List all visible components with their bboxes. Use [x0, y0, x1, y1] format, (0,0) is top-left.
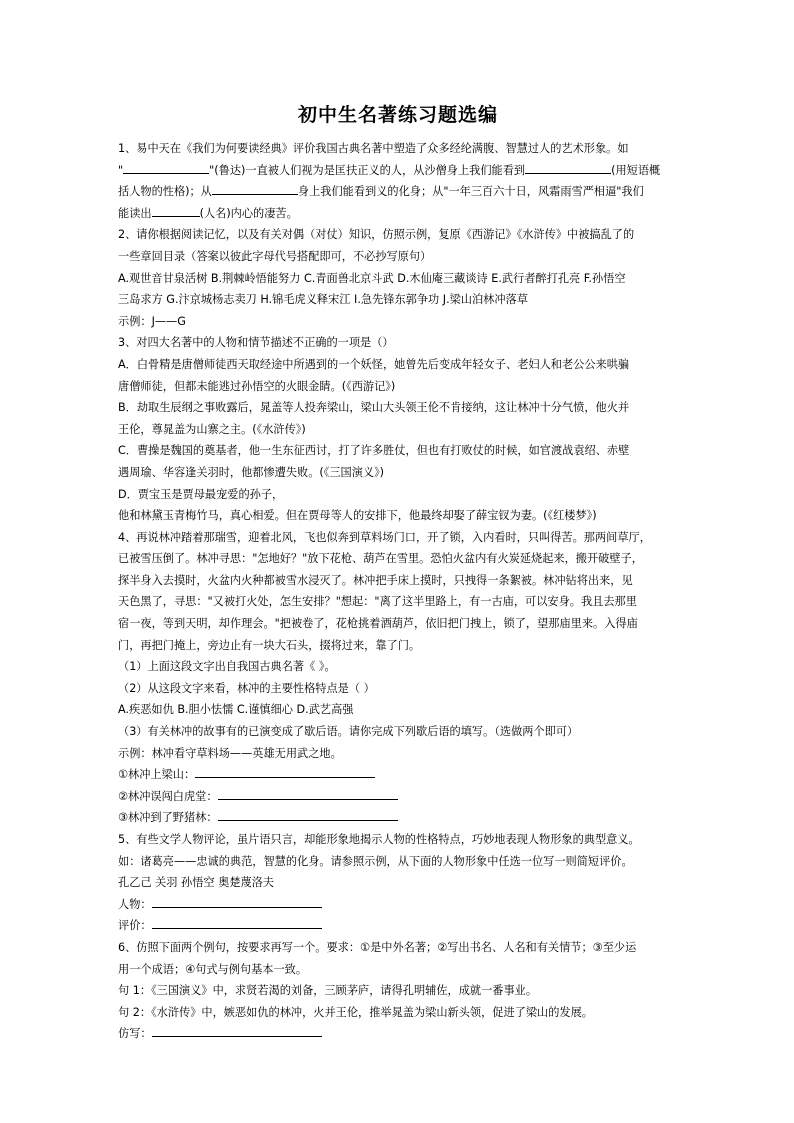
answer-label: ③林冲到了野猪林：: [118, 811, 218, 825]
q1-text: (用短语概: [611, 163, 661, 177]
q5-character-field: [118, 894, 678, 916]
q4-sub-1: （1）上面这段文字出自我国古典名著《 》。: [118, 660, 336, 674]
q5-line-1: 5、有些文学人物评论，虽片语只言，却能形象地揭示人物的性格特点，巧妙地表现人物形象的典型意义。: [118, 833, 640, 846]
q3-stem: 3、对四大名著中的人物和情节描述不正确的一项是（）: [118, 336, 394, 350]
answer-label: ②林冲误闯白虎堂：: [118, 789, 218, 803]
answer-blank[interactable]: [195, 765, 375, 778]
q4-passage-1: 4、再说林冲踏着那瑞雪，迎着北风，飞也似奔到草料场门口，开了锁，入内看时，只叫得苦。那两间草厅，: [118, 530, 651, 544]
q5-comment-field: [118, 915, 678, 937]
answer-blank[interactable]: [152, 1024, 322, 1037]
answer-blank[interactable]: [525, 161, 611, 174]
answer-blank[interactable]: [218, 787, 398, 800]
q1-text: 身上我们能看到义的化身；从"一年三百六十日，风霜雨雪严相逼"我们: [297, 185, 644, 199]
q1-line-3: [118, 181, 678, 203]
answer-blank[interactable]: [152, 204, 200, 217]
q4-passage-2: 已被雪压倒了。林冲寻思："怎地好？"放下花枪、葫芦在雪里。恐怕火盆内有火炭延烧起来，搬开破壁子，: [118, 552, 643, 566]
answer-blank[interactable]: [212, 182, 298, 195]
answer-blank[interactable]: [152, 916, 322, 929]
q1-text: 能读出: [118, 206, 152, 220]
q2-line-2: 一些章回目录（答案以彼此字母代号搭配即可，不必抄写原句）: [118, 249, 432, 263]
q4-answer-3: [118, 807, 678, 829]
answer-label: ①林冲上梁山：: [118, 768, 196, 782]
page-title: 初中生名著练习题选编: [297, 104, 498, 126]
q6-imitation-field: [118, 1023, 678, 1045]
q5-line-2: 如：诸葛亮——忠诚的典范，智慧的化身。请参照示例，从下面的人物形象中任选一位写一则简短评价。: [118, 854, 633, 868]
q6-line-1: 6、仿照下面两个例句，按要求再写一个。要求：①是中外名著；②写出书名、人名和有关情节；③至少运: [118, 940, 637, 954]
q5-characters: 孔乙己 关羽 孙悟空 奥楚蔑洛夫: [118, 876, 275, 890]
q1-text: "(鲁达)一直被人们视为是匡扶正义的人，从沙僧身上我们能看到: [209, 163, 526, 177]
answer-label: 评价：: [118, 919, 152, 933]
q3-option-a-cont: 唐僧师徒，但都未能逃过孙悟空的火眼金睛。(《西游记》): [118, 379, 396, 393]
q1-line-2: [118, 160, 678, 182]
q4-sub-2: （2）从这段文字来看，林冲的主要性格特点是（ ）: [118, 681, 375, 695]
answer-blank[interactable]: [218, 808, 398, 821]
q6-line-2: 用一个成语；④句式与例句基本一致。: [118, 962, 308, 976]
q4-answer-2: [118, 786, 678, 808]
q1-text: 括人物的性格)；从: [118, 185, 212, 199]
document-body: [118, 138, 678, 1045]
answer-blank[interactable]: [152, 895, 322, 908]
q2-example: 示例：J——G: [118, 314, 186, 328]
q4-answer-1: [118, 764, 678, 786]
q2-line-1: 2、请你根据阅读记忆，以及有关对偶（对仗）知识，仿照示例，复原《西游记》《水浒传》中被搞乱了的: [118, 228, 635, 242]
q4-sub-3: （3）有关林冲的故事有的已演变成了歇后语。请你完成下列歇后语的填写。（选做两个即可）: [118, 725, 579, 739]
q1-line-4: [118, 203, 678, 225]
q4-passage-3: 探半身入去摸时，火盆内火种都被雪水浸灭了。林冲把手床上摸时，只拽得一条絮被。林冲钻将出来，见: [118, 573, 633, 587]
q3-option-c: C．曹操是魏国的奠基者，他一生东征西讨，打了许多胜仗，但也有打败仗的时候，如官渡战袁绍、赤壁: [118, 444, 630, 458]
answer-label: 仿写：: [118, 1027, 152, 1041]
q1-line-1: 1、易中天在《我们为何要读经典》评价我国古典名著中塑造了众多经纶满腹、智慧过人的艺术形象。如: [118, 142, 629, 155]
q6-example-2: 句 2：《水浒传》中，嫉恶如仇的林冲，火并王伦，推举晁盖为梁山新头领，促进了梁山的发展。: [118, 1005, 593, 1019]
q1-quote-open: ": [118, 163, 124, 177]
q2-options-1: A.观世音甘泉活树 B.荆棘岭悟能努力 C.青面兽北京斗武 D.木仙庵三藏谈诗 E.武行者醉打孔亮 F.孙悟空: [118, 271, 626, 285]
q1-text: (人名)内心的凄苦。: [199, 206, 298, 220]
q3-option-a: A．白骨精是唐僧师徒西天取经途中所遇到的一个妖怪，她曾先后变成年轻女子、老妇人和老公公来哄骗: [118, 357, 630, 371]
q3-option-d-cont: 他和林黛玉青梅竹马，真心相爱。但在贾母等人的安排下，他最终却娶了薛宝钗为妻。(《红楼梦》): [118, 509, 597, 523]
q4-passage-6: 门，再把门掩上，旁边止有一块大石头，掇将过来，靠了门。: [118, 638, 421, 652]
q4-example: 示例：林冲看守草料场——英雄无用武之地。: [118, 746, 342, 760]
q3-option-d: D．贾宝玉是贾母最宠爱的孙子，: [118, 487, 284, 501]
q3-option-b-cont: 王伦，尊晁盖为山寨之主。(《水浒传》): [118, 422, 306, 436]
answer-blank[interactable]: [123, 161, 209, 174]
q4-sub-2-options: A.疾恶如仇 B.胆小怯懦 C.谨慎细心 D.武艺高强: [118, 703, 354, 717]
q4-passage-5: 宿一夜，等到天明，却作理会。"把被卷了，花枪挑着酒葫芦，依旧把门拽上，锁了，望那庙里来。入得庙: [118, 617, 638, 631]
q3-option-b: B．劫取生辰纲之事败露后，晁盖等人投奔梁山，梁山大头领王伦不肯接纳，这让林冲十分气愤，他火并: [118, 401, 630, 415]
q6-example-1: 句 1：《三国演义》中，求贤若渴的刘备，三顾茅庐，请得孔明辅佐，成就一番事业。: [118, 984, 538, 998]
q2-options-2: 三岛求方 G.汴京城杨志卖刀 H.锦毛虎义释宋江 I.急先锋东郭争功 J.梁山泊林冲落草: [118, 293, 528, 307]
q4-passage-4: 天色黑了，寻思："又被打火处，怎生安排？"想起："离了这半里路上，有一古庙，可以安身。我且去那里: [118, 595, 637, 609]
answer-label: 人物：: [118, 897, 152, 911]
q3-option-c-cont: 遇周瑜、华容逢关羽时，他都惨遭失败。(《三国演义》): [118, 465, 385, 479]
